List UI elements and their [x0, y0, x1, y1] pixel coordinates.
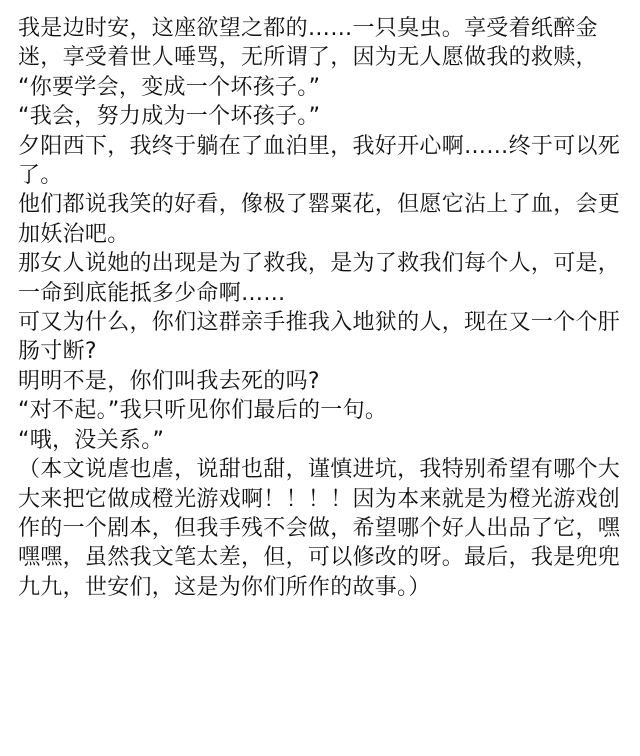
paragraph-smile: 他们都说我笑的好看，像极了罂粟花，但愿它沾上了血，会更加妖治吧。: [18, 192, 621, 247]
paragraph-never-mind: “哦，没关系。”: [18, 427, 165, 453]
paragraph-sunset: 夕阳西下，我终于躺在了血泊里，我好开心啊……终于可以死了。: [18, 133, 621, 189]
paragraph-why: 可又为什么，你们这群亲手推我入地狱的人，现在又一个个肝肠寸断?: [18, 310, 621, 365]
paragraph-quote-2: “我会，努力成为一个坏孩子。”: [18, 104, 321, 130]
paragraph-sorry: “对不起。”我只听见你们最后的一句。: [18, 398, 388, 424]
paragraph-author-note: （本文说虐也虐，说甜也甜，谨慎进坑，我特别希望有哪个大大来把它做成橙光游戏啊！！！！因为本来就是为橙光游戏创作的一个剧本，但我手残不会做，希望哪个好人出品了它，嘿嘿嘿，虽然我文笔太差，但，可以修改的呀。最后，我是兜兜九九，世安们，这是为你们所作的故事。）: [18, 457, 621, 600]
paragraph-clearly: 明明不是，你们叫我去死的吗?: [18, 368, 320, 394]
story-text: [18, 14, 630, 602]
paragraph-quote-1: “你要学会，变成一个坏孩子。”: [18, 74, 321, 100]
paragraph-intro: 我是边时安，这座欲望之都的……一只臭虫。享受着纸醉金迷，享受着世人唾骂，无所谓了，因为无人愿做我的救赎，: [18, 16, 598, 71]
paragraph-woman: 那女人说她的出现是为了救我，是为了救我们每个人，可是，一命到底能抵多少命啊……: [18, 251, 621, 306]
